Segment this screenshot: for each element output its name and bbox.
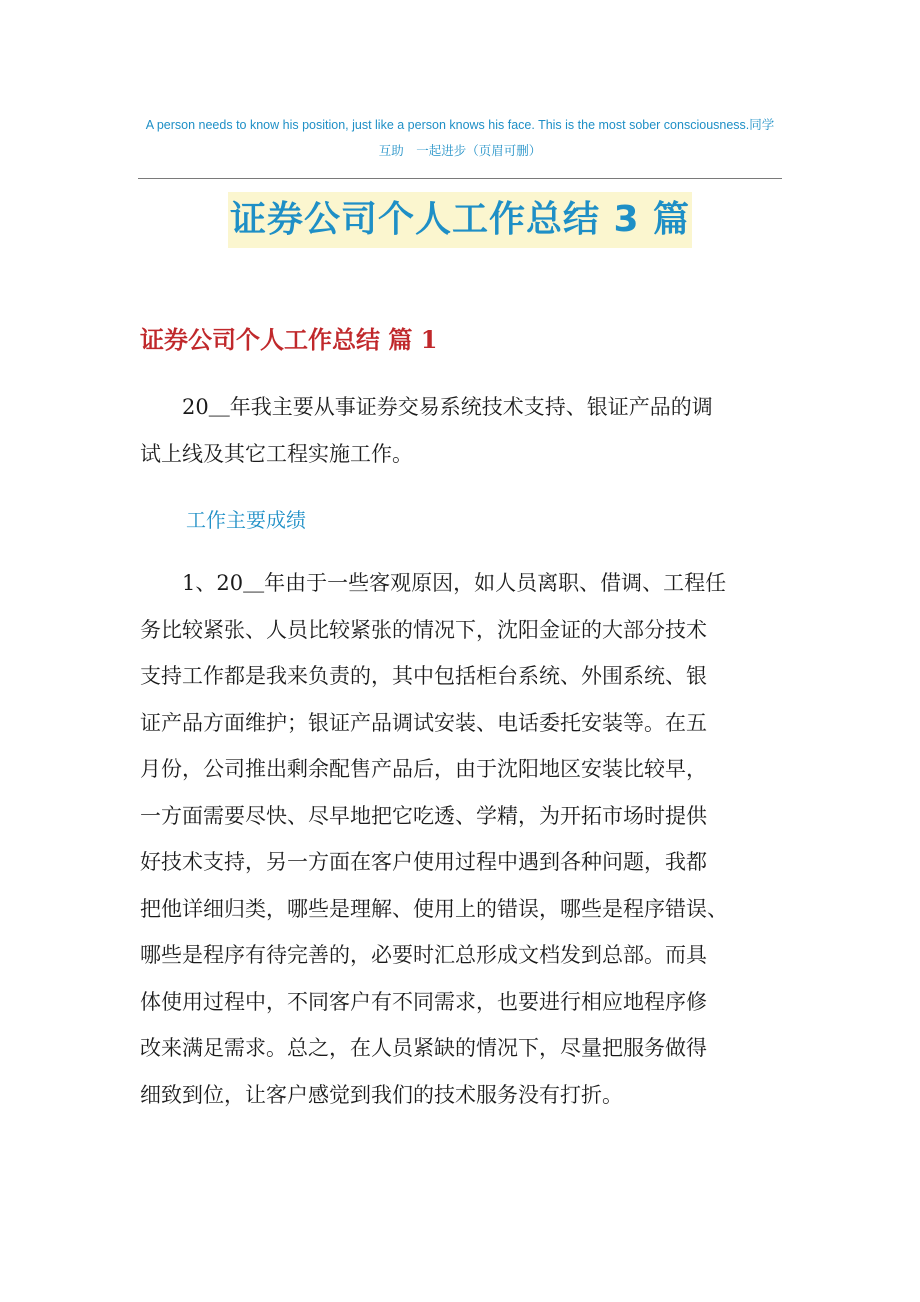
paragraph-line: 1、20＿年由于一些客观原因，如人员离职、借调、工程任 [182,571,727,595]
paragraph-line: 月份，公司推出剩余配售产品后，由于沈阳地区安装比较早， [140,757,707,781]
subheading: 工作主要成绩 [186,508,306,532]
paragraph-line: 务比较紧张、人员比较紧张的情况下，沈阳金证的大部分技术 [140,617,707,642]
paragraph-line: 体使用过程中，不同客户有不同需求，也要进行相应地程序修 [140,989,707,1014]
paragraph-line: 支持工作都是我来负责的，其中包括柜台系统、外围系统、银 [140,664,707,688]
paragraph-line: 细致到位，让客户感觉到我们的技术服务没有打折。 [140,1082,623,1107]
paragraph-line: 证产品方面维护；银证产品调试安装、电话委托安装等。在五 [140,710,707,735]
page-header [138,112,782,164]
paragraph-line: 改来满足需求。总之，在人员紧缺的情况下，尽量把服务做得 [140,1036,707,1060]
document-title [0,192,920,248]
header-line-2: 互助 一起进步（页眉可删） [378,143,542,158]
paragraph-line: 哪些是程序有待完善的，必要时汇总形成文档发到总部。而具 [140,943,707,967]
paragraph-line: 20＿年我主要从事证券交易系统技术支持、银证产品的调 [182,395,713,419]
header-divider [138,178,782,179]
paragraph-line: 试上线及其它工程实施工作。 [140,441,413,466]
paragraph-line: 一方面需要尽快、尽早地把它吃透、学精，为开拓市场时提供 [140,803,707,828]
paragraph-line: 好技术支持，另一方面在客户使用过程中遇到各种问题，我都 [140,850,707,874]
intro-paragraph [140,384,782,477]
document-title-text: 证券公司个人工作总结 3 篇 [228,192,692,248]
paragraph-line: 把他详细归类，哪些是理解、使用上的错误，哪些是程序错误、 [140,896,728,921]
header-line-1: A person needs to know his position, just like a person knows his face. This is the most sober consciousness.同学 [145,118,775,132]
body-paragraph [140,560,782,1118]
section-heading: 证券公司个人工作总结 篇 1 [140,325,438,354]
